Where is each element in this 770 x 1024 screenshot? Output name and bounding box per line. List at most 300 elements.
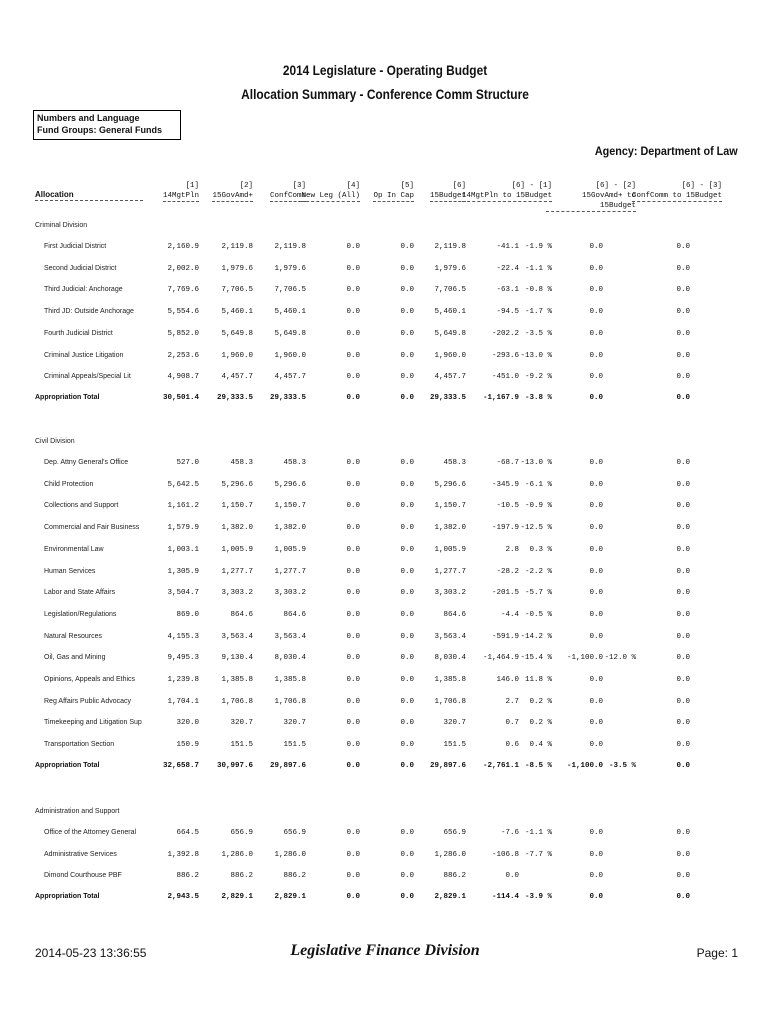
cell-value: 2,943.5 [167, 893, 199, 902]
cell-value: 0.0 [589, 829, 603, 837]
cell-value: 5,460.1 [274, 308, 306, 317]
column-label: ConfComm to 15Budget [632, 192, 723, 200]
cell-value: 0.0 [400, 632, 414, 641]
cell-value: -9.2 % [524, 373, 552, 382]
cell-value: 0.0 [589, 243, 603, 251]
cell-value: 2.8 [505, 545, 519, 554]
row-label: Child Protection [44, 480, 94, 488]
cell-value: -5.7 % [524, 589, 552, 598]
column-number: [6] - [1] [511, 182, 552, 190]
row-label: Transportation Section [44, 741, 115, 749]
cell-value: 32,658.7 [162, 761, 199, 770]
cell-value: 0.0 [400, 654, 414, 663]
cell-value: 0.0 [676, 761, 690, 770]
cell-value: -68.7 [496, 459, 519, 467]
division-signature: Legislative Finance Division [290, 942, 480, 959]
cell-value: 0.0 [400, 741, 414, 750]
column-label: 15GovAmd+ to 15Budget [546, 191, 636, 212]
cell-value: 5,460.1 [434, 308, 466, 317]
cell-value: 0.0 [589, 351, 603, 360]
cell-value: 1,960.0 [434, 351, 466, 360]
cell-value: 0.0 [400, 393, 414, 402]
cell-value: 1,979.6 [274, 264, 306, 273]
row-label: Dep. Attny General's Office [44, 459, 129, 466]
cell-value: 1,706.8 [434, 697, 466, 706]
cell-value: 2,253.6 [167, 351, 199, 360]
cell-value: 0.0 [400, 719, 414, 728]
cell-value: -3.8 % [524, 393, 552, 402]
cell-value: 0.0 [400, 502, 414, 511]
cell-value: -2,761.1 [482, 761, 519, 770]
cell-value: 0.0 [400, 286, 414, 295]
total-label: Appropriation Total [35, 893, 100, 901]
row-label: Human Services [44, 567, 96, 575]
cell-value: 5,554.6 [167, 308, 199, 317]
cell-value: -12.0 % [604, 654, 636, 663]
cell-value: 0.0 [400, 373, 414, 382]
cell-value: -12.5 % [520, 524, 552, 533]
cell-value: 886.2 [443, 872, 466, 881]
cell-value: 2,119.8 [434, 243, 466, 251]
cell-value: 0.0 [676, 567, 690, 576]
cell-value: 0.0 [346, 761, 360, 770]
column-number: [2] [239, 182, 253, 190]
cell-value: 0.0 [346, 741, 360, 750]
cell-value: 0.0 [589, 286, 603, 295]
cell-value: -1.9 % [524, 243, 552, 251]
column-header [300, 181, 360, 202]
cell-value: 7,706.5 [274, 286, 306, 295]
cell-value: 1,161.2 [167, 502, 199, 511]
cell-value: 0.0 [589, 893, 603, 902]
row-label: Administrative Services [44, 850, 117, 858]
cell-value: 4,457.7 [274, 373, 306, 382]
cell-value: 0.0 [346, 264, 360, 273]
cell-value: 0.0 [676, 697, 690, 706]
cell-value: 7,769.6 [167, 286, 199, 295]
fund-groups-label: Fund Groups: General Funds [37, 125, 163, 135]
column-header [462, 181, 552, 202]
cell-value: 11.8 % [524, 676, 552, 684]
cell-value: 0.0 [400, 850, 414, 859]
cell-value: -94.5 [496, 308, 519, 317]
cell-value: 0.0 [346, 589, 360, 598]
cell-value: 0.0 [676, 719, 690, 728]
cell-value: 656.9 [283, 829, 306, 837]
cell-value: -2.2 % [524, 567, 552, 576]
cell-value: -0.8 % [524, 286, 552, 295]
cell-value: 864.6 [443, 610, 466, 619]
cell-value: 5,296.6 [221, 480, 253, 489]
column-header [632, 181, 722, 202]
cell-value: 0.0 [346, 393, 360, 402]
column-number: [3] [292, 182, 306, 190]
column-header [139, 181, 199, 202]
cell-value: 5,649.8 [274, 329, 306, 338]
cell-value: 1,579.9 [167, 524, 199, 533]
cell-value: 29,333.5 [429, 393, 466, 402]
cell-value: 4,908.7 [167, 373, 199, 382]
column-label: ConfComm [269, 192, 306, 200]
cell-value: 1,382.0 [274, 524, 306, 533]
cell-value: 0.0 [676, 459, 690, 467]
cell-value: 1,706.8 [221, 697, 253, 706]
cell-value: 7,706.5 [221, 286, 253, 295]
cell-value: 0.0 [676, 264, 690, 273]
column-label: Op In Cap [373, 192, 414, 200]
cell-value: 0.0 [589, 308, 603, 317]
cell-value: 458.3 [443, 459, 466, 467]
row-label: First Judicial District [44, 243, 107, 250]
cell-value: 0.0 [676, 329, 690, 338]
cell-value: 1,150.7 [274, 502, 306, 511]
cell-value: -1,100.0 [566, 654, 603, 663]
cell-value: 5,852.0 [167, 329, 199, 338]
cell-value: 886.2 [230, 872, 253, 881]
cell-value: 29,897.6 [269, 761, 306, 770]
cell-value: 150.9 [176, 741, 199, 750]
cell-value: -201.5 [491, 589, 519, 598]
section-heading: Civil Division [35, 438, 75, 445]
cell-value: 0.0 [676, 589, 690, 598]
cell-value: 4,457.7 [221, 373, 253, 382]
cell-value: 1,704.1 [167, 697, 199, 706]
column-header [546, 181, 636, 212]
column-number: [4] [346, 182, 360, 190]
section-heading: Administration and Support [35, 808, 120, 815]
cell-value: 864.6 [283, 610, 306, 619]
cell-value: 0.0 [589, 632, 603, 641]
cell-value: 1,392.8 [167, 850, 199, 859]
cell-value: 0.0 [400, 829, 414, 837]
cell-value: -3.5 % [608, 761, 636, 770]
cell-value: 2,829.1 [434, 893, 466, 902]
row-label: Opinions, Appeals and Ethics [44, 676, 136, 683]
cell-value: 0.0 [400, 610, 414, 619]
cell-value: -106.8 [491, 850, 519, 859]
column-number: [6] [452, 182, 466, 190]
cell-value: -28.2 [496, 567, 519, 576]
cell-value: 0.0 [346, 676, 360, 684]
cell-value: 29,333.5 [216, 393, 253, 402]
cell-value: 0.0 [589, 524, 603, 533]
cell-value: 656.9 [230, 829, 253, 837]
cell-value: 1,385.8 [221, 676, 253, 684]
cell-value: -1,100.0 [566, 761, 603, 770]
cell-value: 1,277.7 [434, 567, 466, 576]
cell-value: 1,003.1 [167, 545, 199, 554]
total-label: Appropriation Total [35, 393, 100, 401]
cell-value: 0.0 [676, 893, 690, 902]
cell-value: -3.9 % [524, 893, 552, 902]
cell-value: -6.1 % [524, 480, 552, 489]
cell-value: -197.9 [491, 524, 519, 533]
agency-label: Agency: Department of Law [595, 144, 738, 158]
cell-value: -41.1 [496, 243, 519, 251]
cell-value: 0.0 [346, 654, 360, 663]
cell-value: 1,150.7 [434, 502, 466, 511]
cell-value: 0.0 [676, 654, 690, 663]
cell-value: 0.0 [589, 850, 603, 859]
cell-value: -1.7 % [524, 308, 552, 317]
cell-value: 320.7 [443, 719, 466, 728]
cell-value: 0.0 [589, 872, 603, 881]
cell-value: 5,642.5 [167, 480, 199, 489]
cell-value: 5,296.6 [274, 480, 306, 489]
cell-value: 2,829.1 [274, 893, 306, 902]
cell-value: 0.2 % [529, 697, 552, 706]
cell-value: 0.0 [589, 741, 603, 750]
row-label: Reg Affairs Public Advocacy [44, 697, 132, 705]
row-label: Environmental Law [44, 545, 104, 553]
cell-value: -13.0 % [520, 351, 552, 360]
cell-value: 1,277.7 [274, 567, 306, 576]
cell-value: 1,960.0 [221, 351, 253, 360]
cell-value: 1,382.0 [434, 524, 466, 533]
cell-value: 151.5 [443, 741, 466, 750]
cell-value: 29,897.6 [429, 761, 466, 770]
cell-value: 2,829.1 [221, 893, 253, 902]
cell-value: 0.0 [589, 459, 603, 467]
cell-value: 3,303.2 [274, 589, 306, 598]
cell-value: 3,563.4 [434, 632, 466, 641]
cell-value: 4,155.3 [167, 632, 199, 641]
cell-value: -7.6 [500, 829, 519, 837]
cell-value: 0.0 [346, 308, 360, 317]
cell-value: 1,286.0 [274, 850, 306, 859]
cell-value: 0.0 [676, 545, 690, 554]
row-label: Collections and Support [44, 502, 119, 510]
cell-value: 5,296.6 [434, 480, 466, 489]
cell-value: 0.0 [676, 308, 690, 317]
row-label: Timekeeping and Litigation Sup [44, 719, 142, 727]
column-number: [6] - [3] [681, 182, 722, 190]
cell-value: 458.3 [283, 459, 306, 467]
cell-value: 0.7 [505, 719, 519, 728]
cell-value: -0.5 % [524, 610, 552, 619]
cell-value: 146.0 [496, 676, 519, 684]
cell-value: 656.9 [443, 829, 466, 837]
cell-value: 0.0 [676, 524, 690, 533]
row-label: Commercial and Fair Business [44, 524, 140, 532]
cell-value: -22.4 [496, 264, 519, 273]
cell-value: 9,130.4 [221, 654, 253, 663]
cell-value: 0.0 [589, 589, 603, 598]
cell-value: -15.4 % [520, 654, 552, 663]
column-label: New Leg (All) [301, 192, 360, 200]
cell-value: 5,460.1 [221, 308, 253, 317]
cell-value: 3,303.2 [221, 589, 253, 598]
cell-value: 29,333.5 [269, 393, 306, 402]
total-label: Appropriation Total [35, 761, 100, 769]
cell-value: -8.5 % [524, 761, 552, 770]
column-header [354, 181, 414, 202]
cell-value: 8,030.4 [274, 654, 306, 663]
cell-value: 2.7 [505, 697, 519, 706]
cell-value: 2,119.8 [274, 243, 306, 251]
cell-value: 1,385.8 [434, 676, 466, 684]
cell-value: 1,382.0 [221, 524, 253, 533]
cell-value: 0.0 [589, 480, 603, 489]
cell-value: -114.4 [491, 893, 519, 902]
cell-value: -1,464.9 [482, 654, 519, 663]
cell-value: 0.0 [589, 264, 603, 273]
numbers-language-label: Numbers and Language [37, 113, 140, 123]
cell-value: 0.0 [400, 308, 414, 317]
cell-value: 0.0 [400, 872, 414, 881]
row-label: Third Judicial: Anchorage [44, 286, 123, 294]
cell-value: 0.0 [676, 243, 690, 251]
row-label: Oil, Gas and Mining [44, 654, 106, 662]
cell-value: 0.0 [589, 719, 603, 728]
cell-value: 0.0 [589, 329, 603, 338]
cell-value: 0.0 [676, 393, 690, 402]
cell-value: 886.2 [176, 872, 199, 881]
cell-value: 8,030.4 [434, 654, 466, 663]
cell-value: 0.0 [676, 373, 690, 382]
cell-value: 0.0 [400, 567, 414, 576]
cell-value: 864.6 [230, 610, 253, 619]
cell-value: 0.0 [346, 850, 360, 859]
cell-value: 0.0 [346, 480, 360, 489]
cell-value: -10.5 [496, 502, 519, 511]
cell-value: 5,649.8 [434, 329, 466, 338]
row-label: Third JD: Outside Anchorage [44, 308, 134, 316]
cell-value: -591.9 [491, 632, 519, 641]
column-header [406, 181, 466, 202]
cell-value: 0.0 [400, 589, 414, 598]
cell-value: 0.0 [676, 502, 690, 511]
cell-value: -3.5 % [524, 329, 552, 338]
cell-value: 0.0 [589, 676, 603, 684]
row-label: Office of the Attorney General [44, 829, 137, 836]
cell-value: 0.0 [346, 632, 360, 641]
cell-value: 0.0 [505, 872, 519, 881]
cell-value: 0.0 [400, 264, 414, 273]
cell-value: 151.5 [283, 741, 306, 750]
cell-value: 0.0 [346, 373, 360, 382]
cell-value: 0.0 [676, 741, 690, 750]
report-datetime: 2014-05-23 13:36:55 [35, 946, 147, 960]
cell-value: -7.7 % [524, 850, 552, 859]
cell-value: 0.0 [676, 829, 690, 837]
cell-value: 1,385.8 [274, 676, 306, 684]
cell-value: 0.0 [400, 676, 414, 684]
cell-value: 0.0 [346, 610, 360, 619]
cell-value: 0.0 [346, 524, 360, 533]
cell-value: 1,305.9 [167, 567, 199, 576]
column-header [193, 181, 253, 202]
cell-value: -202.2 [491, 329, 519, 338]
cell-value: 0.2 % [529, 719, 552, 728]
cell-value: 3,303.2 [434, 589, 466, 598]
cell-value: 0.0 [589, 373, 603, 382]
cell-value: -293.6 [491, 351, 519, 360]
cell-value: 3,563.4 [274, 632, 306, 641]
row-label: Natural Resources [44, 632, 102, 640]
cell-value: 664.5 [176, 829, 199, 837]
cell-value: 0.4 % [529, 741, 552, 750]
cell-value: 0.0 [676, 610, 690, 619]
cell-value: 0.0 [589, 567, 603, 576]
column-number: [6] - [2] [595, 182, 636, 190]
cell-value: 0.0 [589, 697, 603, 706]
cell-value: 0.0 [400, 524, 414, 533]
cell-value: 0.0 [676, 286, 690, 295]
cell-value: 0.0 [346, 502, 360, 511]
cell-value: 9,495.3 [167, 654, 199, 663]
cell-value: 30,997.6 [216, 761, 253, 770]
column-header [246, 181, 306, 202]
cell-value: 320.0 [176, 719, 199, 728]
cell-value: 1,979.6 [434, 264, 466, 273]
cell-value: 0.0 [676, 632, 690, 641]
row-label: Labor and State Affairs [44, 589, 116, 597]
cell-value: -4.4 [500, 610, 519, 619]
cell-value: 1,239.8 [167, 676, 199, 684]
cell-value: 1,706.8 [274, 697, 306, 706]
cell-value: 5,649.8 [221, 329, 253, 338]
report-title: 2014 Legislature - Operating Budget [282, 62, 488, 78]
column-label: 15GovAmd+ [212, 192, 253, 200]
cell-value: 0.0 [676, 676, 690, 684]
cell-value: 0.0 [589, 502, 603, 511]
fund-info-box [33, 110, 181, 140]
cell-value: 0.0 [589, 393, 603, 402]
cell-value: 2,002.0 [167, 264, 199, 273]
page-number: Page: 1 [696, 946, 738, 960]
cell-value: 30,501.4 [162, 393, 199, 402]
cell-value: 1,286.0 [434, 850, 466, 859]
cell-value: 0.0 [400, 329, 414, 338]
cell-value: 869.0 [176, 610, 199, 619]
cell-value: 886.2 [283, 872, 306, 881]
cell-value: 1,150.7 [221, 502, 253, 511]
cell-value: -0.9 % [524, 502, 552, 511]
cell-value: 4,457.7 [434, 373, 466, 382]
report-subtitle: Allocation Summary - Conference Comm Structure [241, 86, 529, 102]
cell-value: 0.0 [346, 893, 360, 902]
cell-value: 0.0 [676, 480, 690, 489]
cell-value: 0.0 [676, 351, 690, 360]
cell-value: 458.3 [230, 459, 253, 467]
cell-value: 2,119.8 [221, 243, 253, 251]
cell-value: 7,706.5 [434, 286, 466, 295]
row-label: Dimond Courthouse PBF [44, 872, 122, 880]
cell-value: -14.2 % [520, 632, 552, 641]
cell-value: 151.5 [230, 741, 253, 750]
cell-value: 0.3 % [529, 545, 552, 554]
cell-value: 0.0 [589, 545, 603, 554]
cell-value: 0.6 [505, 741, 519, 750]
cell-value: 1,005.9 [274, 545, 306, 554]
row-label: Criminal Justice Litigation [44, 351, 124, 359]
cell-value: 0.0 [676, 850, 690, 859]
cell-value: 320.7 [283, 719, 306, 728]
cell-value: 0.0 [676, 872, 690, 881]
row-label: Legislation/Regulations [44, 610, 117, 618]
cell-value: 1,979.6 [221, 264, 253, 273]
allocation-header: Allocation [35, 190, 143, 201]
cell-value: 0.0 [346, 719, 360, 728]
column-number: [5] [400, 182, 414, 190]
cell-value: 0.0 [346, 545, 360, 554]
cell-value: 0.0 [400, 351, 414, 360]
row-label: Second Judicial District [44, 264, 117, 272]
row-label: Fourth Judicial District [44, 329, 113, 337]
column-label: 14MgtPln [162, 192, 199, 200]
cell-value: 0.0 [346, 459, 360, 467]
